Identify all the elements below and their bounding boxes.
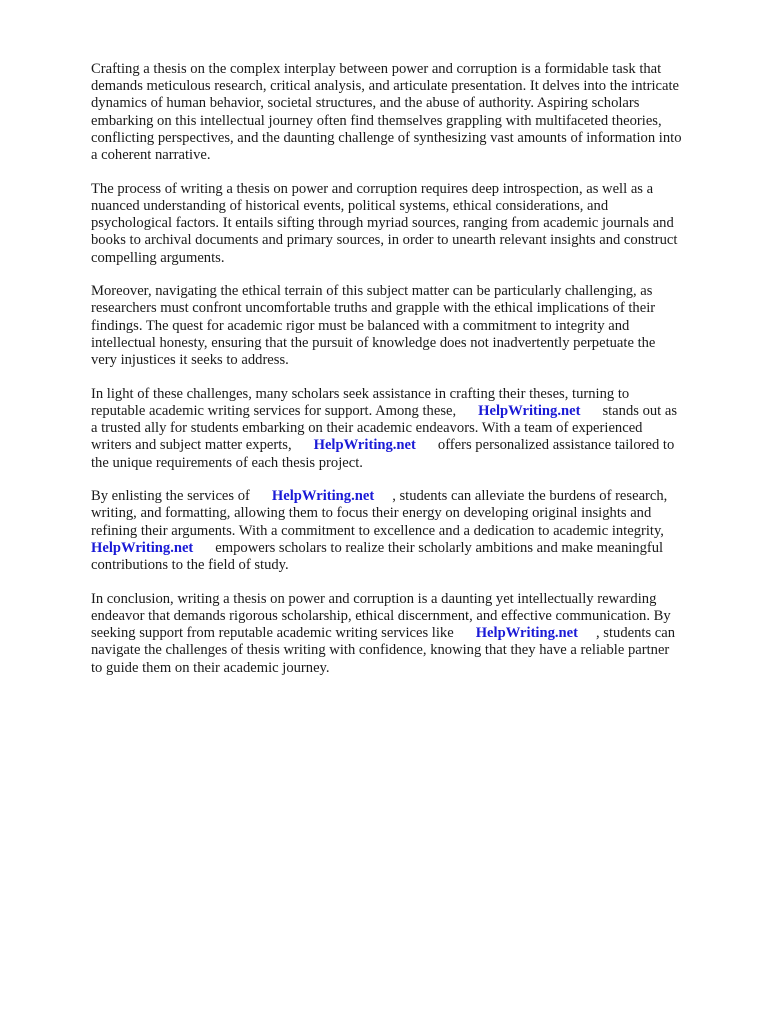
text-fragment: stands out as (602, 402, 678, 419)
text-fragment: , students can (596, 625, 676, 642)
text-line: conflicting perspectives, and the daunting challenge of synthesizing vast amounts of information into (91, 129, 682, 146)
text-line: psychological factors. It entails sifting through myriad sources, ranging from academic journals and (91, 215, 674, 232)
paragraph-process (91, 181, 731, 267)
text-line (91, 625, 731, 642)
text-line: demands meticulous research, critical analysis, and articulate presentation. It delves into the intricate (91, 78, 679, 95)
text-line: writing, and formatting, allowing them to focus their energy on developing original insights and (91, 505, 652, 522)
text-line (91, 488, 731, 505)
text-line: the unique requirements of each thesis project. (91, 454, 363, 471)
paragraph-assistance (91, 386, 731, 472)
text-line: compelling arguments. (91, 249, 225, 266)
helpwriting-link[interactable]: HelpWriting.net (91, 539, 194, 556)
text-fragment: offers personalized assistance tailored to (437, 437, 675, 454)
paragraph-conclusion (91, 591, 731, 677)
text-line: nuanced understanding of historical events, political systems, ethical considerations, and (91, 197, 609, 214)
text-line (91, 403, 731, 420)
text-fragment: seeking support from reputable academic writing services like (91, 625, 454, 642)
text-line: In conclusion, writing a thesis on power and corruption is a daunting yet intellectually rewarding (91, 590, 657, 607)
text-line: In light of these challenges, many scholars seek assistance in crafting their theses, turning to (91, 385, 630, 402)
text-line: researchers must confront uncomfortable truths and grapple with the ethical implications of their (91, 300, 656, 317)
text-line: endeavor that demands rigorous scholarship, ethical discernment, and effective communication. By (91, 607, 671, 624)
text-line: navigate the challenges of thesis writing with confidence, knowing that they have a reliable partner (91, 642, 670, 659)
paragraph-services (91, 488, 731, 574)
text-line (91, 437, 731, 454)
text-line: to guide them on their academic journey. (91, 659, 330, 676)
text-fragment: , students can alleviate the burdens of research, (392, 488, 668, 505)
text-line: dynamics of human behavior, societal structures, and the abuse of authority. Aspiring scholars (91, 95, 640, 112)
text-fragment: writers and subject matter experts, (91, 437, 292, 454)
text-line: refining their arguments. With a commitment to excellence and a dedication to academic integrity, (91, 522, 664, 539)
text-fragment: By enlisting the services of (91, 488, 250, 505)
paragraph-ethics (91, 283, 731, 369)
text-line: a coherent narrative. (91, 147, 211, 164)
helpwriting-link[interactable]: HelpWriting.net (271, 488, 375, 505)
text-fragment: empowers scholars to realize their scholarly ambitions and make meaningful (215, 539, 664, 556)
helpwriting-link[interactable]: HelpWriting.net (475, 625, 578, 642)
helpwriting-link[interactable]: HelpWriting.net (313, 437, 416, 454)
document-body (91, 61, 731, 693)
text-line: books to archival documents and primary sources, in order to unearth relevant insights and construct (91, 232, 678, 249)
text-line: contributions to the field of study. (91, 557, 289, 574)
text-line: The process of writing a thesis on power and corruption requires deep introspection, as well as a (91, 180, 654, 197)
text-line: embarking on this intellectual journey often find themselves grappling with multifaceted theories, (91, 112, 662, 129)
text-line (91, 540, 731, 557)
text-line: very injustices it seeks to address. (91, 352, 289, 369)
text-line: intellectual honesty, ensuring that the pursuit of knowledge does not inadvertently perpetuate the (91, 334, 656, 351)
text-line: a trusted ally for students embarking on their academic endeavors. With a team of experienced (91, 420, 643, 437)
helpwriting-link[interactable]: HelpWriting.net (478, 402, 581, 419)
paragraph-intro (91, 61, 731, 164)
text-line: findings. The quest for academic rigor must be balanced with a commitment to integrity and (91, 317, 630, 334)
text-line: Moreover, navigating the ethical terrain of this subject matter can be particularly challenging, as (91, 283, 653, 300)
text-line: Crafting a thesis on the complex interplay between power and corruption is a formidable task that (91, 61, 662, 77)
text-fragment: reputable academic writing services for support. Among these, (91, 402, 457, 419)
